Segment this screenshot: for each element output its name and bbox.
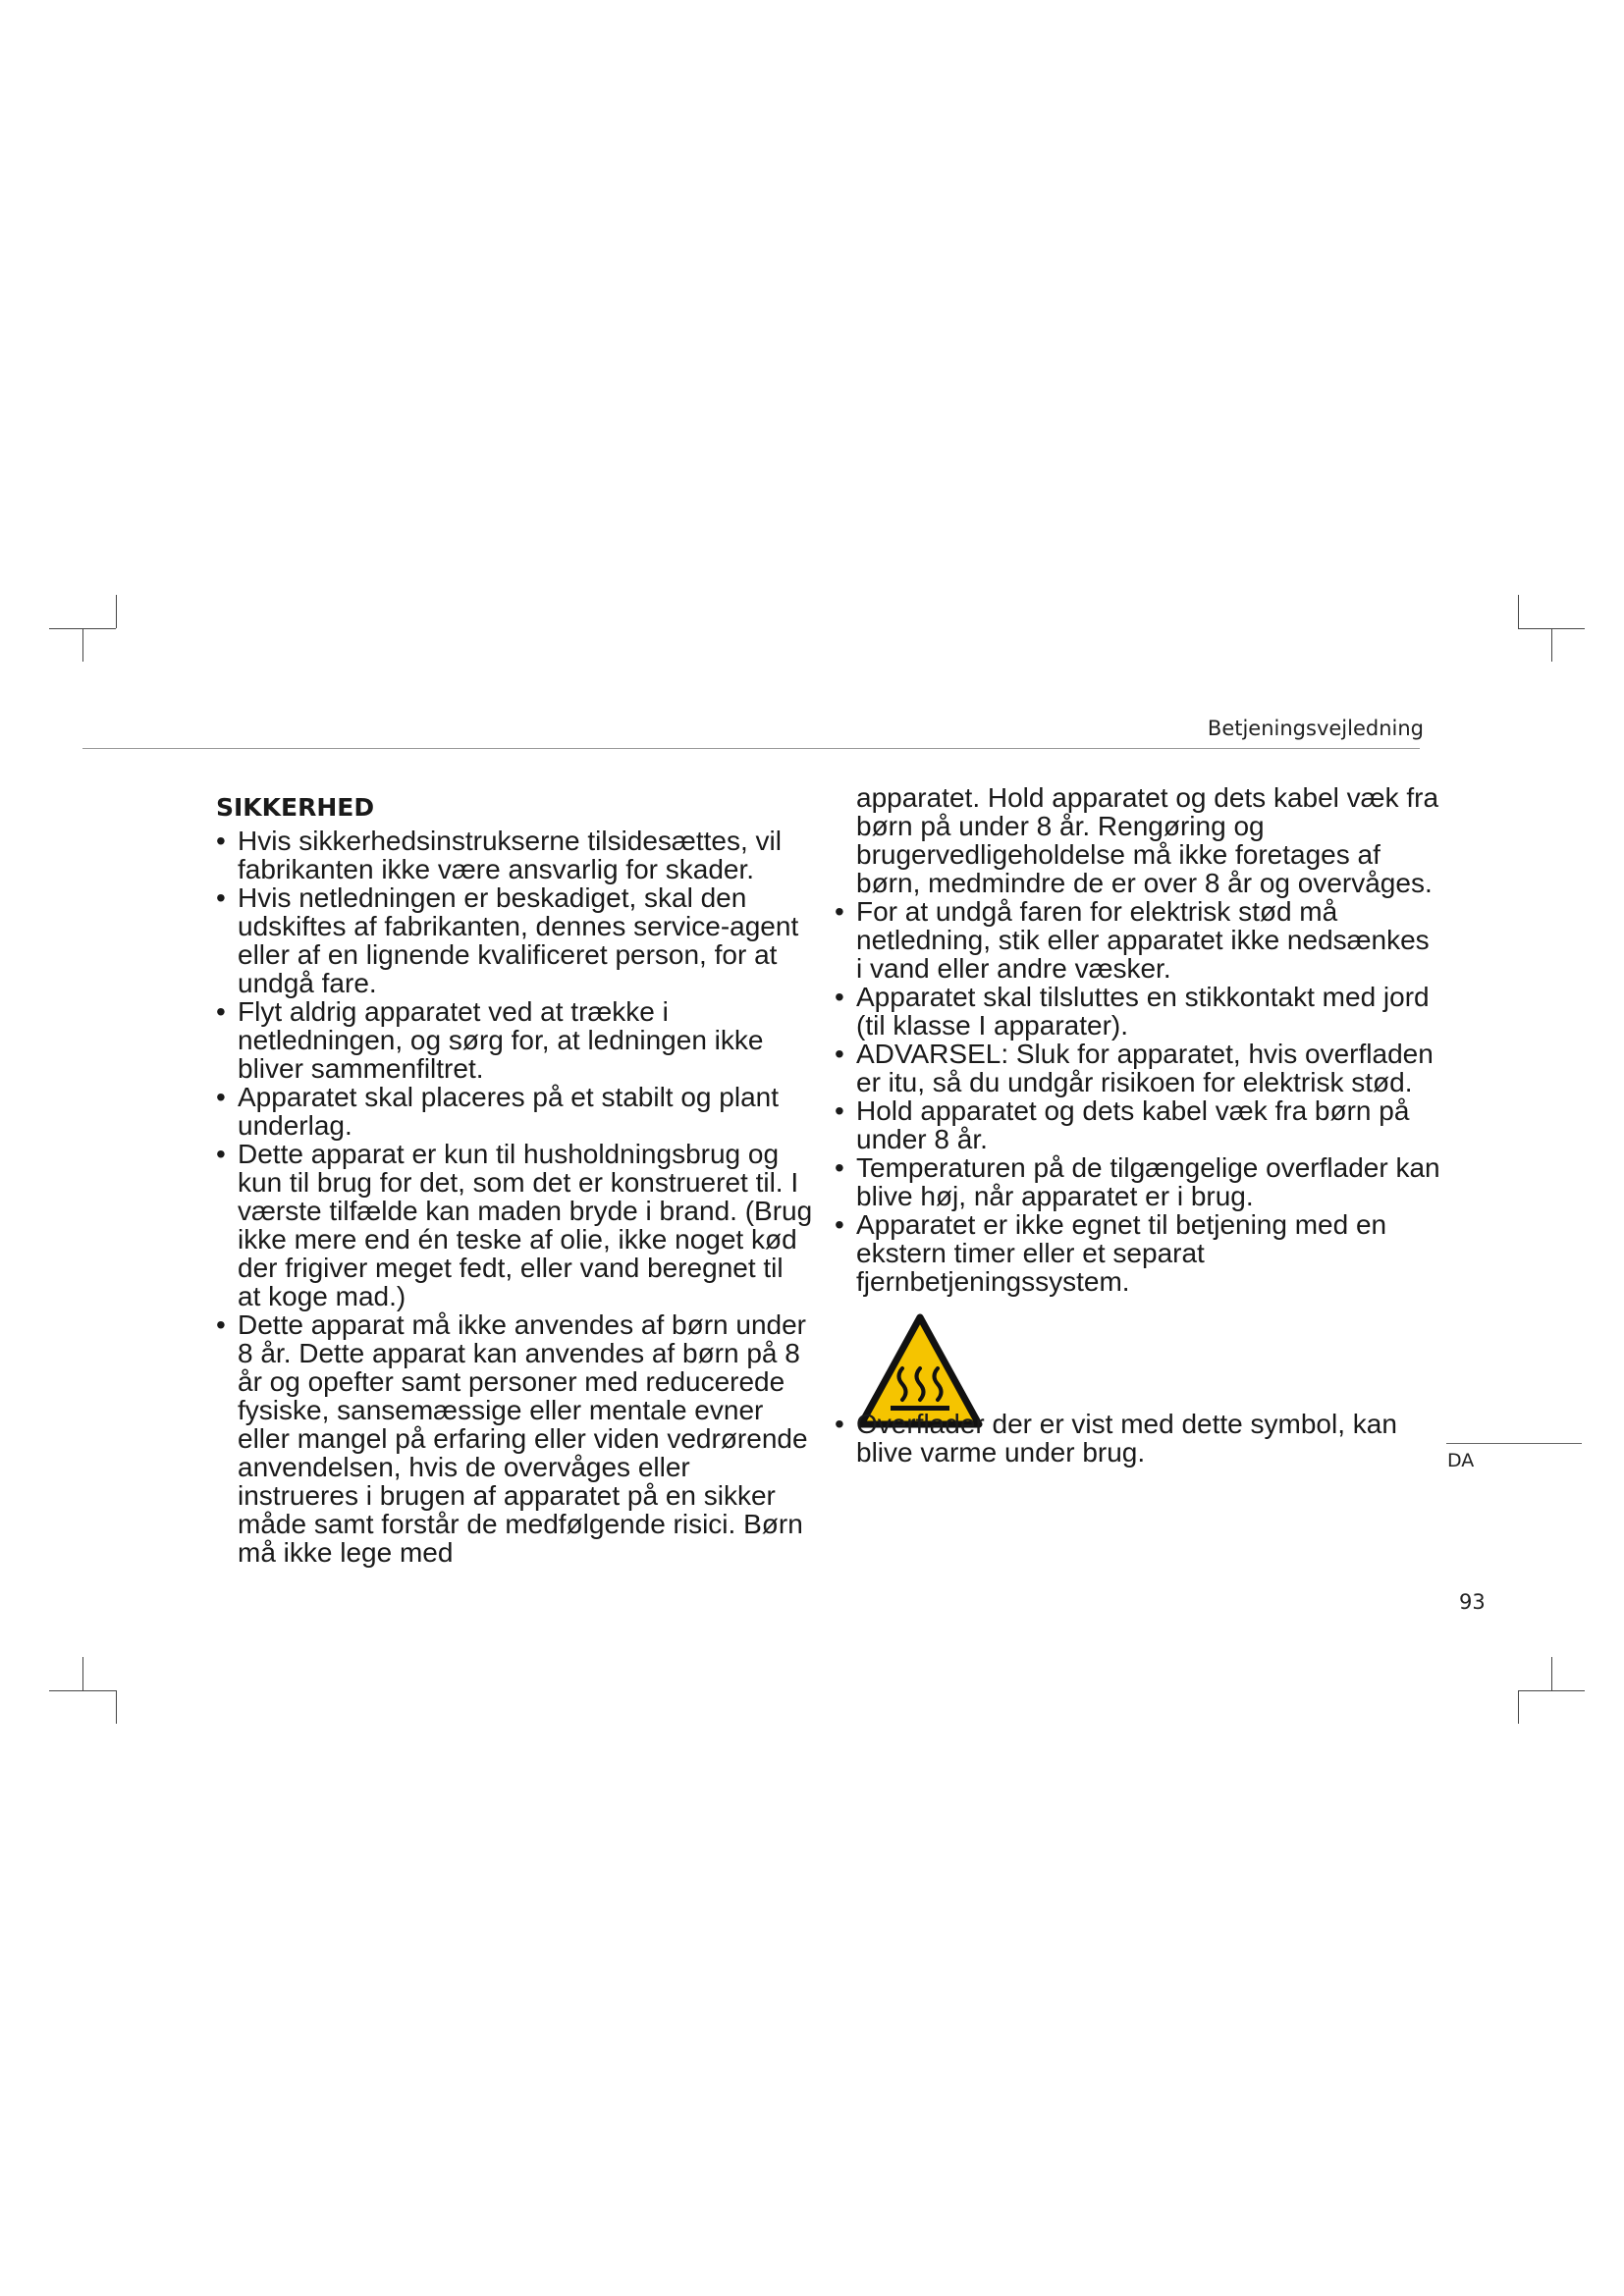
crop-mark (82, 628, 83, 662)
safety-list-right (833, 897, 1441, 1296)
language-divider (1446, 1443, 1582, 1444)
safety-list-left (214, 827, 813, 1567)
crop-mark (1518, 1690, 1519, 1724)
list-item: • Hvis netledningen er beskadiget, skal den udskiftes af fabrikanten, dennes service-agent eller af en lignende kvalificeret person, for at undgå fare. (214, 883, 813, 997)
list-item: • For at undgå faren for elektrisk stød må netledning, stik eller apparatet ikke nedsænkes i vand eller andre væsker. (833, 897, 1441, 983)
crop-mark (1551, 628, 1552, 662)
crop-mark (49, 1690, 116, 1691)
list-item-continuation: apparatet. Hold apparatet og dets kabel væk fra børn på under 8 år. Rengøring og brugervedligeholdelse må ikke foretages af børn, medmindre de er over 8 år og overvåges. (856, 782, 1439, 898)
page-number: 93 (1459, 1590, 1486, 1614)
left-column (214, 783, 813, 1567)
language-code: DA (1447, 1450, 1475, 1471)
crop-mark (1551, 1657, 1552, 1690)
header-divider (82, 748, 1420, 749)
list-item: • Apparatet skal placeres på et stabilt og plant underlag. (214, 1083, 813, 1140)
crop-mark (1518, 1690, 1585, 1691)
list-item: • Apparatet er ikke egnet til betjening med en ekstern timer eller et separat fjernbetjeningssystem. (833, 1210, 1441, 1296)
section-heading: SIKKERHED (216, 793, 375, 822)
crop-mark (1518, 595, 1519, 628)
document-title: Betjeningsvejledning (1207, 717, 1424, 740)
list-item: • Hold apparatet og dets kabel væk fra børn på under 8 år. (833, 1096, 1441, 1153)
list-item: • Flyt aldrig apparatet ved at trække i netledningen, og sørg for, at ledningen ikke bliver sammenfiltret. (214, 997, 813, 1083)
crop-mark (116, 595, 117, 628)
right-column (833, 783, 1441, 1467)
list-item: • Hvis sikkerhedsinstrukserne tilsidesættes, vil fabrikanten ikke være ansvarlig for skader. (214, 827, 813, 883)
list-item: • Temperaturen på de tilgængelige overflader kan blive høj, når apparatet er i brug. (833, 1153, 1441, 1210)
crop-mark (116, 1690, 117, 1724)
warning-text: • Overflader der er vist med dette symbol, kan blive varme under brug. (833, 1410, 1441, 1467)
list-item: • Apparatet skal tilsluttes en stikkontakt med jord (til klasse I apparater). (833, 983, 1441, 1040)
list-item: • Dette apparat er kun til husholdningsbrug og kun til brug for det, som det er konstrueret til. I værste tilfælde kan maden bryde i brand. (Brug ikke mere end én teske af olie, ikke noget kød der frigiver meget fedt, eller vand beregnet til at koge mad.) (214, 1140, 813, 1310)
crop-mark (82, 1657, 83, 1690)
list-item: • ADVARSEL: Sluk for apparatet, hvis overfladen er itu, så du undgår risikoen for elektrisk stød. (833, 1040, 1441, 1096)
list-item: • Dette apparat må ikke anvendes af børn under 8 år. Dette apparat kan anvendes af børn på 8 år og opefter samt personer med reducerede fysiske, sansemæssige eller mentale evner eller mangel på erfaring eller viden vedrørende anvendelsen, hvis de overvåges eller instrueres i brugen af apparatet på en sikker måde samt forstår de medfølgende risici. Børn må ikke lege med (214, 1310, 813, 1567)
